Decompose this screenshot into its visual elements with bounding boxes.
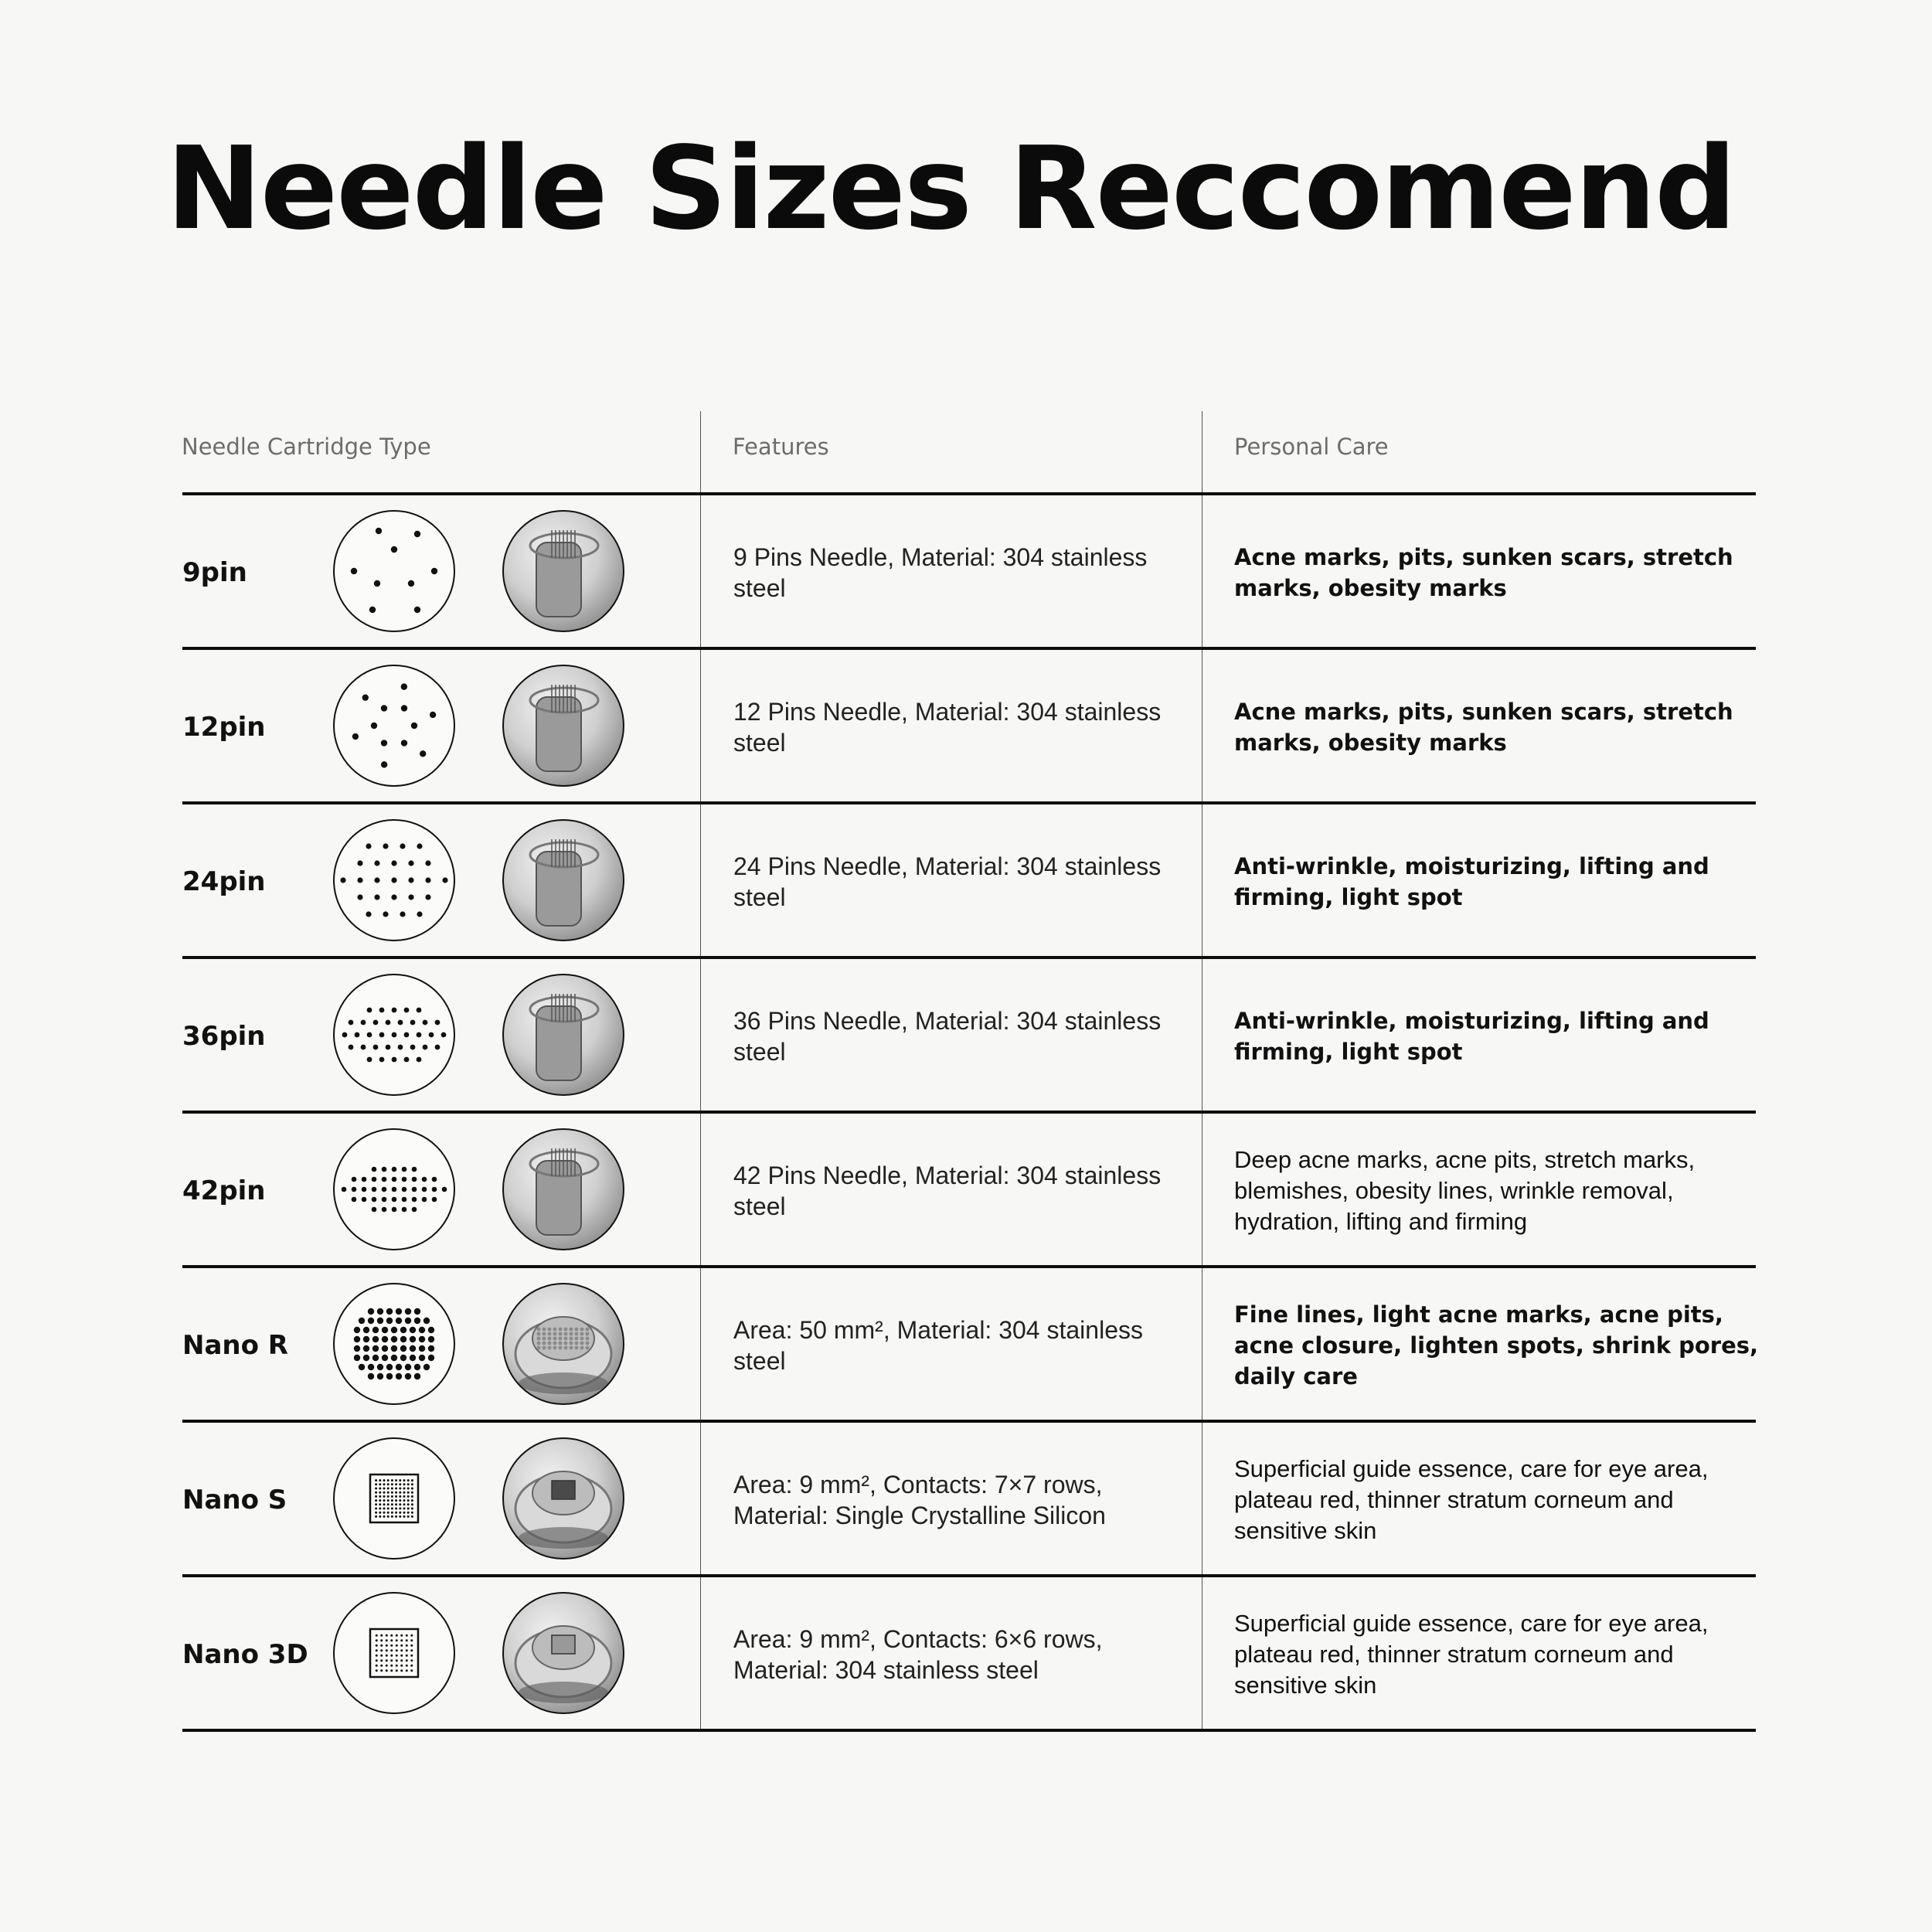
cartridge-type-label: 36pin [182,1021,266,1052]
table-row [182,495,1756,650]
cartridge-type-label: Nano 3D [182,1639,308,1670]
cartridge-type-label: Nano R [182,1330,288,1361]
cartridge-type-label: 12pin [182,712,266,743]
personal-care-cell: Acne marks, pits, sunken scars, stretch marks, obesity marks [1234,544,1733,601]
9pin-dot-pattern-icon [333,510,455,632]
needle-cartridge-photo [502,819,624,941]
cartridge-type-label: 24pin [182,866,266,897]
nano-s-grid-pattern-icon [333,1437,455,1560]
36pin-dot-pattern-icon [333,974,455,1096]
needle-cartridge-photo [502,510,624,632]
cartridge-type-label: 9pin [182,557,247,588]
needle-cartridge-photo [502,665,624,787]
needle-cartridge-photo [502,974,624,1096]
table-row [182,650,1756,804]
12pin-dot-pattern-icon [333,665,455,787]
personal-care-cell: Anti-wrinkle, moisturizing, lifting and firming, light spot [1234,1008,1709,1065]
features-cell: Area: 9 mm², Contacts: 7×7 rows, Material: Single Crystalline Silicon [733,1471,1106,1529]
needle-cartridge-photo [502,1128,624,1250]
features-cell: 36 Pins Needle, Material: 304 stainless steel [733,1007,1162,1066]
header-personal-care: Personal Care [1234,434,1389,460]
features-cell: 9 Pins Needle, Material: 304 stainless steel [733,543,1148,602]
table-row [182,1114,1756,1268]
nano-cartridge-photo [502,1592,624,1714]
row-rule [182,1729,1756,1732]
table-row [182,804,1756,959]
nano-3d-grid-pattern-icon [333,1592,455,1714]
personal-care-cell: Superficial guide essence, care for eye area, plateau red, thinner stratum corneum and sensitive skin [1234,1455,1709,1544]
features-cell: Area: 50 mm², Material: 304 stainless steel [733,1316,1143,1375]
42pin-dot-pattern-icon [333,1128,455,1250]
nano-cartridge-photo [502,1437,624,1560]
table-row [182,959,1756,1114]
header-cartridge-type: Needle Cartridge Type [182,434,431,460]
table-row [182,1423,1756,1577]
page-title: Needle Sizes Reccomend [166,122,1736,255]
table-row [182,1268,1759,1423]
24pin-dot-pattern-icon [333,819,455,941]
personal-care-cell: Anti-wrinkle, moisturizing, lifting and firming, light spot [1234,853,1709,910]
personal-care-cell: Superficial guide essence, care for eye area, plateau red, thinner stratum corneum and sensitive skin [1234,1610,1709,1699]
table-row [182,1577,1756,1732]
features-cell: 12 Pins Needle, Material: 304 stainless steel [733,698,1162,757]
nano-r-dot-pattern-icon [333,1283,455,1405]
features-cell: 42 Pins Needle, Material: 304 stainless steel [733,1162,1162,1220]
personal-care-cell: Acne marks, pits, sunken scars, stretch marks, obesity marks [1234,699,1733,756]
cartridge-type-label: Nano S [182,1485,287,1515]
features-cell: 24 Pins Needle, Material: 304 stainless steel [733,852,1162,911]
personal-care-cell: Fine lines, light acne marks, acne pits, acne closure, lighten spots, shrink pores, daily care [1234,1301,1759,1389]
features-cell: Area: 9 mm², Contacts: 6×6 rows, Material: 304 stainless steel [733,1625,1103,1684]
cartridge-type-label: 42pin [182,1175,266,1206]
nano-cartridge-photo [502,1283,624,1405]
personal-care-cell: Deep acne marks, acne pits, stretch marks, blemishes, obesity lines, wrinkle removal, hydration, lifting and firming [1234,1146,1696,1235]
header-features: Features [733,434,829,460]
